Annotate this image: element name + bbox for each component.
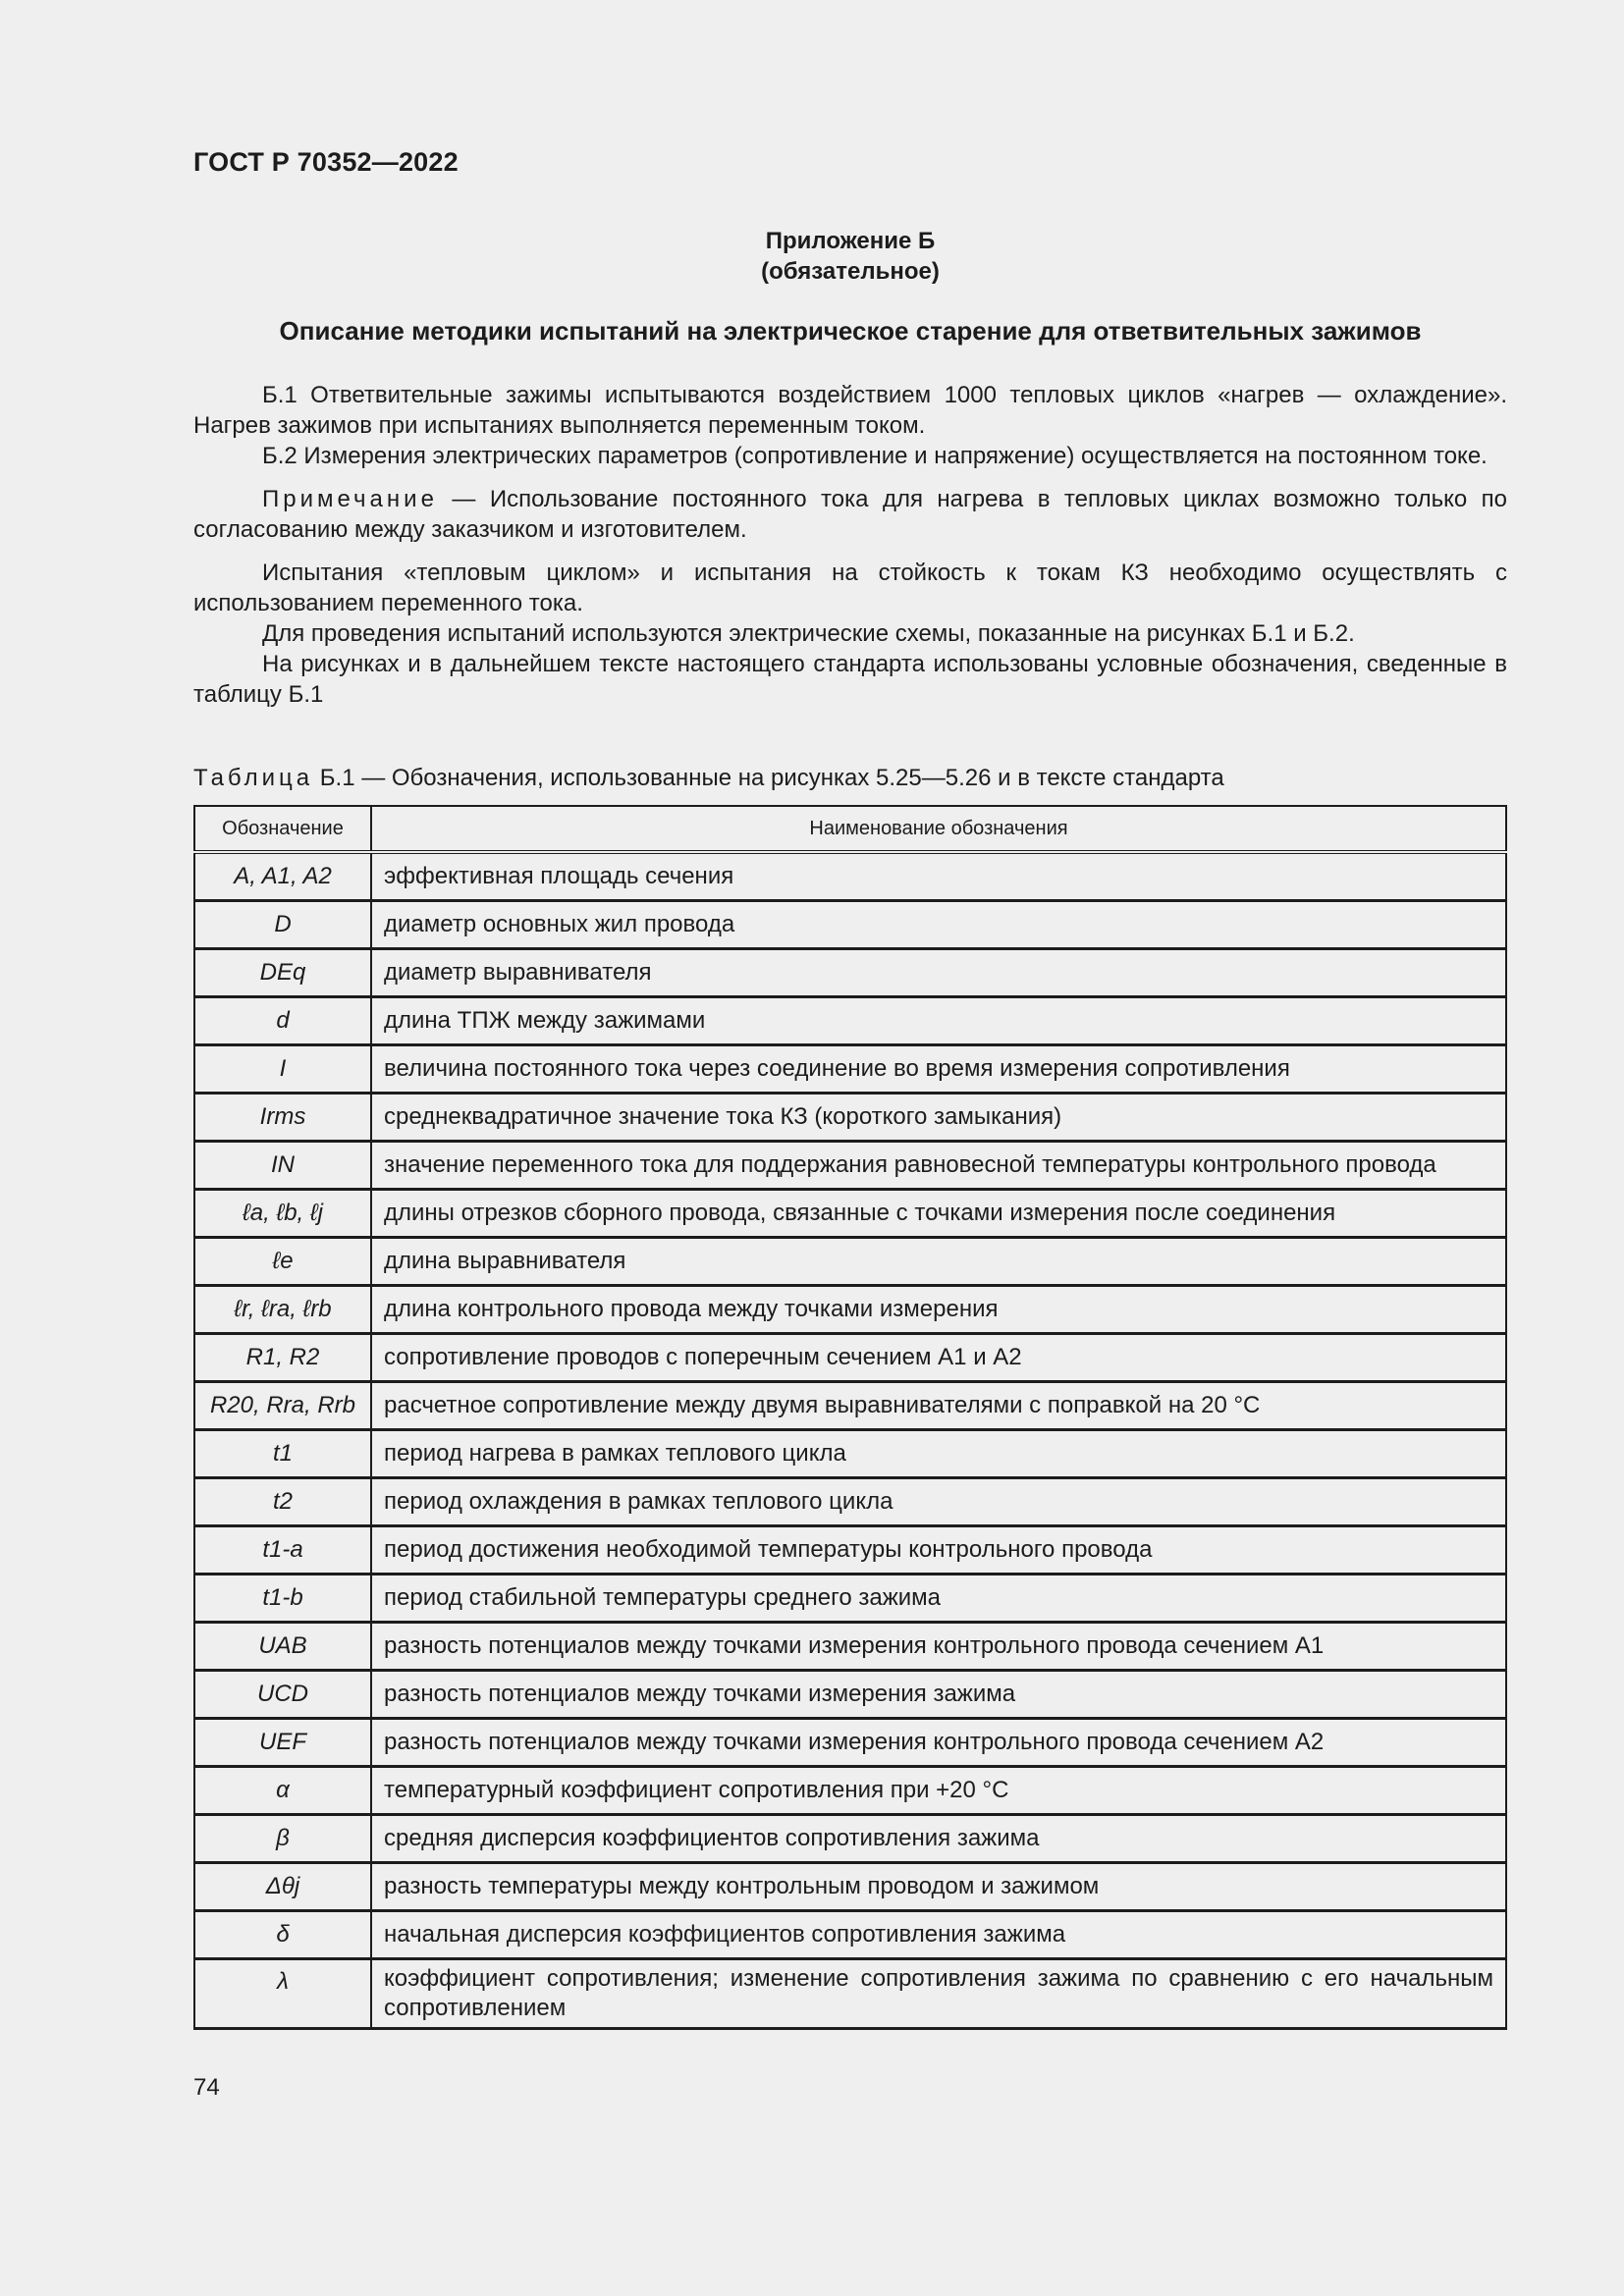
table-row <box>194 1719 1506 1767</box>
name-cell: длина ТПЖ между зажимами <box>371 997 1506 1045</box>
table-row <box>194 1959 1506 2029</box>
table-row <box>194 1286 1506 1334</box>
document-header: ГОСТ Р 70352—2022 <box>193 147 459 177</box>
symbol-cell: β <box>194 1815 371 1863</box>
table-row <box>194 901 1506 949</box>
symbol-cell: D <box>194 901 371 949</box>
note-label: Примечание <box>262 486 438 512</box>
symbol-cell: d <box>194 997 371 1045</box>
appendix-title: Приложение Б <box>765 228 936 254</box>
appendix-heading <box>193 226 1507 287</box>
symbol-cell: ℓe <box>194 1238 371 1286</box>
symbol-cell: α <box>194 1767 371 1815</box>
table-caption <box>193 765 1224 792</box>
table-caption-text: Б.1 — Обозначения, использованные на рисунках 5.25—5.26 и в тексте стандарта <box>313 765 1224 791</box>
appendix-status: (обязательное) <box>761 258 940 285</box>
name-cell: величина постоянного тока через соединение во время измерения сопротивления <box>371 1045 1506 1094</box>
name-cell: разность потенциалов между точками измерения контрольного провода сечением A2 <box>371 1719 1506 1767</box>
name-cell: период нагрева в рамках теплового цикла <box>371 1430 1506 1478</box>
table-row <box>194 997 1506 1045</box>
name-cell: значение переменного тока для поддержания равновесной температуры контрольного провода <box>371 1142 1506 1190</box>
paragraph-4: Для проведения испытаний используются электрические схемы, показанные на рисунках Б.1 и Б.2. <box>262 620 1355 647</box>
symbol-cell: Δθj <box>194 1863 371 1911</box>
table-row <box>194 1526 1506 1575</box>
symbol-cell: t1-a <box>194 1526 371 1575</box>
symbol-cell: UAB <box>194 1623 371 1671</box>
symbol-cell: t1-b <box>194 1575 371 1623</box>
column-header-name: Наименование обозначения <box>371 806 1506 852</box>
symbols-table <box>193 805 1507 2030</box>
table-header-row <box>194 806 1506 852</box>
symbol-cell: A, A1, A2 <box>194 852 371 901</box>
table-row <box>194 1142 1506 1190</box>
symbol-cell: t2 <box>194 1478 371 1526</box>
name-cell: разность температуры между контрольным проводом и зажимом <box>371 1863 1506 1911</box>
name-cell: разность потенциалов между точками измерения контрольного провода сечением A1 <box>371 1623 1506 1671</box>
name-cell: период стабильной температуры среднего зажима <box>371 1575 1506 1623</box>
table-row <box>194 1623 1506 1671</box>
table-row <box>194 852 1506 901</box>
paragraph-3: Испытания «тепловым циклом» и испытания на стойкость к токам КЗ необходимо осуществлять с использованием переменного тока. <box>193 560 1507 616</box>
name-cell: коэффициент сопротивления; изменение сопротивления зажима по сравнению с его начальным сопротивлением <box>371 1959 1506 2029</box>
table-row <box>194 1575 1506 1623</box>
note-paragraph <box>193 484 1507 545</box>
symbol-cell: R1, R2 <box>194 1334 371 1382</box>
table-row <box>194 1045 1506 1094</box>
name-cell: начальная дисперсия коэффициентов сопротивления зажима <box>371 1911 1506 1959</box>
page-number: 74 <box>193 2074 220 2101</box>
symbol-cell: ℓa, ℓb, ℓj <box>194 1190 371 1238</box>
paragraph-b2: Б.2 Измерения электрических параметров (сопротивление и напряжение) осуществляется на постоянном токе. <box>262 443 1488 469</box>
name-cell: диаметр выравнивателя <box>371 949 1506 997</box>
name-cell: разность потенциалов между точками измерения зажима <box>371 1671 1506 1719</box>
table-row <box>194 1478 1506 1526</box>
table-caption-label: Таблица <box>193 765 314 791</box>
symbol-cell: δ <box>194 1911 371 1959</box>
name-cell: период охлаждения в рамках теплового цикла <box>371 1478 1506 1526</box>
name-cell: расчетное сопротивление между двумя выравнивателями с поправкой на 20 °С <box>371 1382 1506 1430</box>
name-cell: период достижения необходимой температуры контрольного провода <box>371 1526 1506 1575</box>
table-row <box>194 1863 1506 1911</box>
symbol-cell: IN <box>194 1142 371 1190</box>
name-cell: эффективная площадь сечения <box>371 852 1506 901</box>
name-cell: длина выравнивателя <box>371 1238 1506 1286</box>
table-row <box>194 1767 1506 1815</box>
symbol-cell: R20, Rra, Rrb <box>194 1382 371 1430</box>
symbol-cell: ℓr, ℓra, ℓrb <box>194 1286 371 1334</box>
table-row <box>194 1334 1506 1382</box>
name-cell: сопротивление проводов с поперечным сечением A1 и A2 <box>371 1334 1506 1382</box>
table-row <box>194 1094 1506 1142</box>
table-row <box>194 1190 1506 1238</box>
symbol-cell: λ <box>194 1959 371 2029</box>
name-cell: длины отрезков сборного провода, связанные с точками измерения после соединения <box>371 1190 1506 1238</box>
paragraph-5: На рисунках и в дальнейшем тексте настоящего стандарта использованы условные обозначения, сведенные в таблицу Б.1 <box>193 651 1507 708</box>
symbol-cell: t1 <box>194 1430 371 1478</box>
name-cell: среднеквадратичное значение тока КЗ (короткого замыкания) <box>371 1094 1506 1142</box>
section-title: Описание методики испытаний на электрическое старение для ответвительных зажимов <box>279 316 1422 346</box>
symbol-cell: Irms <box>194 1094 371 1142</box>
name-cell: диаметр основных жил провода <box>371 901 1506 949</box>
table-row <box>194 1430 1506 1478</box>
table-row <box>194 1911 1506 1959</box>
symbol-cell: I <box>194 1045 371 1094</box>
symbol-cell: UEF <box>194 1719 371 1767</box>
note-text: — Использование постоянного тока для нагрева в тепловых циклах возможно только по согласованию между заказчиком и изготовителем. <box>193 486 1507 543</box>
name-cell: средняя дисперсия коэффициентов сопротивления зажима <box>371 1815 1506 1863</box>
name-cell: температурный коэффициент сопротивления при +20 °С <box>371 1767 1506 1815</box>
table-row <box>194 1238 1506 1286</box>
column-header-symbol: Обозначение <box>194 806 371 852</box>
table-row <box>194 949 1506 997</box>
paragraph-b1: Б.1 Ответвительные зажимы испытываются воздействием 1000 тепловых циклов «нагрев — охлаждение». Нагрев зажимов при испытаниях выполняется переменным током. <box>193 382 1507 439</box>
body-text <box>193 380 1507 710</box>
name-cell: длина контрольного провода между точками измерения <box>371 1286 1506 1334</box>
table-row <box>194 1815 1506 1863</box>
symbol-cell: UCD <box>194 1671 371 1719</box>
table-row <box>194 1671 1506 1719</box>
table-row <box>194 1382 1506 1430</box>
symbol-cell: DEq <box>194 949 371 997</box>
